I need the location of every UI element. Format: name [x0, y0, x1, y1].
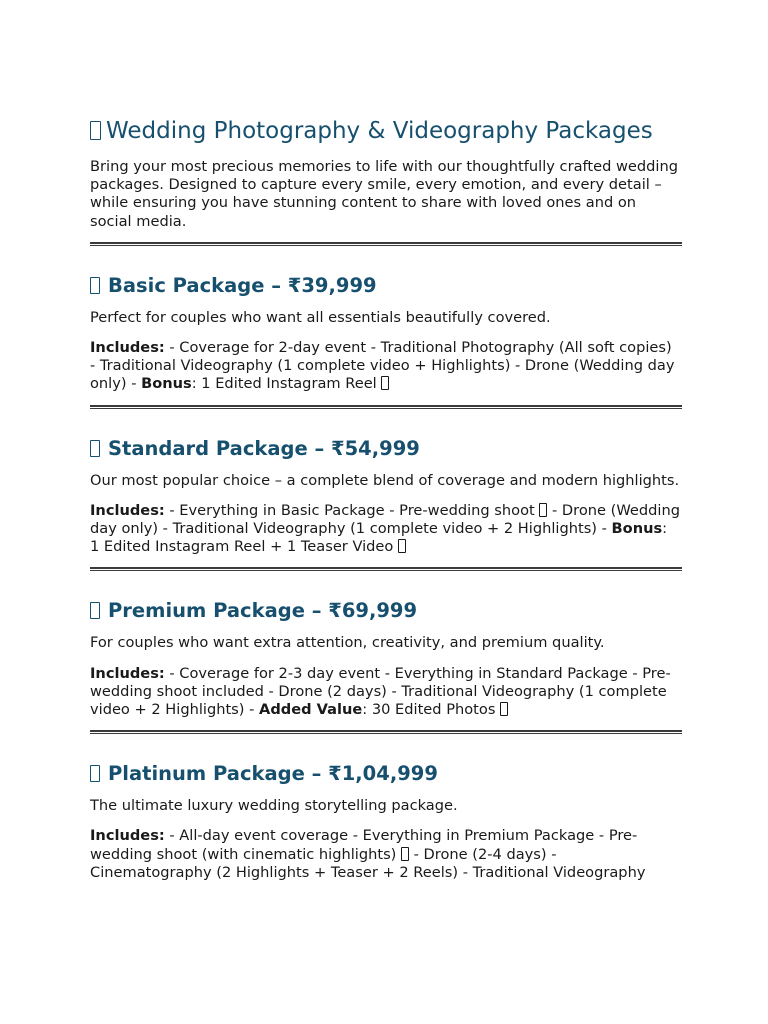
- missing-emoji-icon: [90, 121, 101, 140]
- added-value-text: : 30 Edited Photos: [362, 701, 501, 719]
- package-includes: [90, 502, 680, 557]
- document-title: [90, 116, 680, 146]
- missing-emoji-icon: [90, 277, 100, 294]
- includes-label: Includes:: [90, 339, 165, 357]
- missing-emoji-icon: [500, 702, 508, 716]
- includes-list: - Everything in Basic Package - Pre-wedding shoot: [164, 501, 540, 519]
- includes-list: - Coverage for 2-day event - Traditional Photography (All soft copies) - Traditional Videography (1 complete video + Highlights) - Drone (Wedding day only) -: [90, 339, 675, 393]
- bonus-text: : 1 Edited Instagram Reel: [191, 375, 382, 393]
- package-premium: [90, 571, 680, 734]
- missing-emoji-icon: [381, 376, 389, 390]
- package-title-text: Premium Package – ₹69,999: [108, 599, 418, 623]
- package-title: [90, 598, 680, 624]
- document-page: [90, 116, 680, 882]
- includes-list-continued: - Drone (2-4 days) - Cinematography (2 Highlights + Teaser + 2 Reels) - Traditional Videography: [90, 845, 646, 881]
- package-includes: [90, 339, 680, 394]
- bonus-label: Bonus: [611, 520, 663, 538]
- document-title-text: Wedding Photography & Videography Packages: [106, 118, 653, 144]
- missing-emoji-icon: [90, 765, 100, 782]
- intro-paragraph: Bring your most precious memories to life with our thoughtfully crafted wedding packages. Designed to capture every smile, every emotion, and every detail – while ensuring you have stunning content to share with loved ones and on social media.: [90, 158, 679, 230]
- bonus-text: : 1 Edited Instagram Reel + 1 Teaser Video: [90, 520, 668, 556]
- bonus-label: Bonus: [141, 375, 192, 393]
- package-description: Our most popular choice – a complete blend of coverage and modern highlights.: [90, 471, 680, 489]
- includes-list: - All-day event coverage - Everything in Premium Package - Pre-wedding shoot (with cinematic highlights): [90, 827, 638, 863]
- missing-emoji-icon: [90, 602, 100, 619]
- package-description: For couples who want extra attention, creativity, and premium quality.: [90, 634, 605, 652]
- package-basic: [90, 246, 680, 409]
- package-title: [90, 761, 680, 787]
- package-title: [90, 273, 680, 299]
- package-standard: [90, 409, 680, 572]
- includes-label: Includes:: [90, 501, 165, 519]
- package-title: [90, 436, 680, 462]
- package-includes: [90, 827, 680, 882]
- package-title-text: Basic Package – ₹39,999: [108, 273, 377, 297]
- package-title-text: Standard Package – ₹54,999: [108, 436, 420, 460]
- missing-emoji-icon: [398, 539, 406, 553]
- missing-emoji-icon: [90, 440, 100, 457]
- includes-label: Includes:: [90, 664, 165, 682]
- package-platinum: [90, 734, 680, 882]
- missing-emoji-icon: [401, 847, 409, 861]
- package-title-text: Platinum Package – ₹1,04,999: [108, 762, 438, 786]
- package-description: Perfect for couples who want all essentials beautifully covered.: [90, 308, 551, 326]
- includes-label: Includes:: [90, 827, 165, 845]
- package-includes: [90, 665, 680, 720]
- package-description: The ultimate luxury wedding storytelling package.: [90, 797, 458, 815]
- added-value-label: Added Value: [259, 701, 363, 719]
- includes-list-continued: - Drone (Wedding day only) - Traditional Videography (1 complete video + 2 Highlights) -: [90, 501, 680, 538]
- includes-list: - Coverage for 2-3 day event - Everything in Standard Package - Pre-wedding shoot included - Drone (2 days) - Traditional Videography (1 complete video + 2 Highlights) -: [90, 664, 671, 719]
